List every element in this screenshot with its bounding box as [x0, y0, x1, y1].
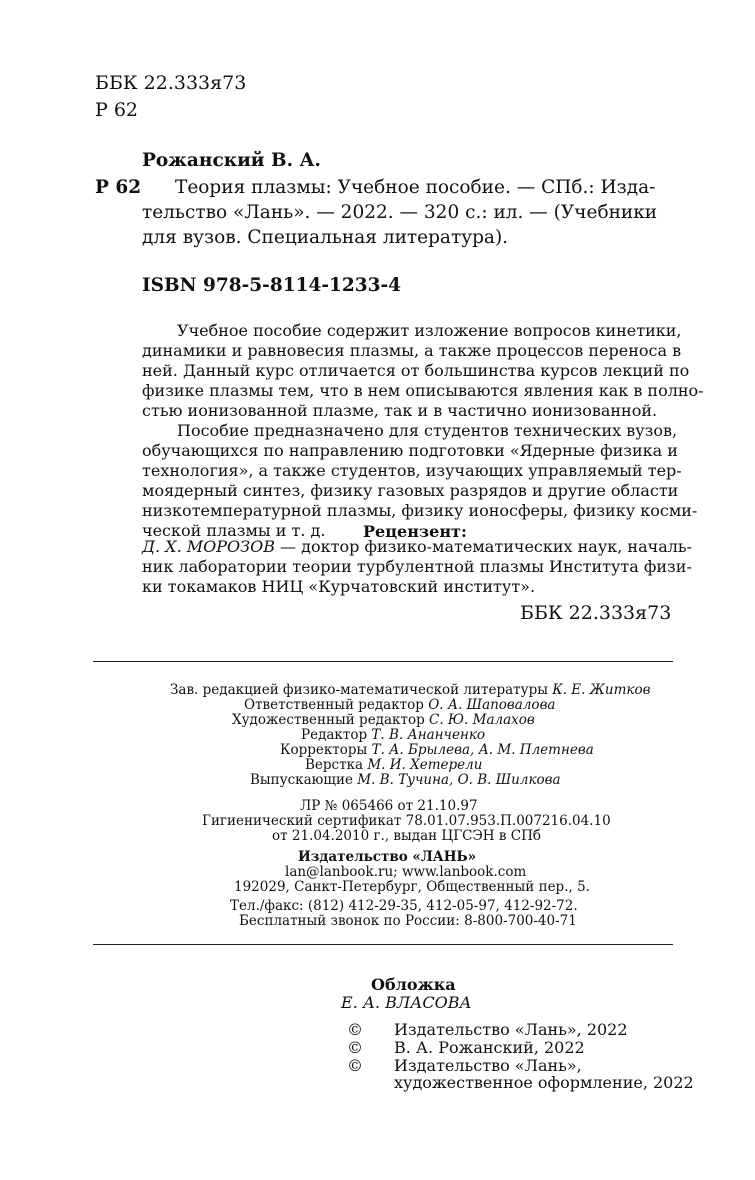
copyright-line-2: В. А. Рожанский, 2022	[394, 1038, 585, 1057]
publisher-contacts: lan@lanbook.ru; www.lanbook.com	[285, 864, 527, 880]
annotation-line: стью ионизованной плазме, так и в частично ионизованной.	[142, 401, 658, 420]
staff-name: Т. А. Брылева, А. М. Плетнева	[371, 742, 594, 758]
annotation-line: технология», а также студентов, изучающих управляемый тер-	[142, 461, 682, 480]
divider-bottom	[93, 944, 673, 945]
copyright-symbol: ©	[347, 1020, 363, 1039]
staff-role: Редактор	[301, 727, 372, 743]
staff-role: Художественный редактор	[232, 712, 430, 728]
reviewer-line-1	[142, 537, 692, 557]
staff-name: М. В. Тучина, О. В. Шилкова	[357, 772, 561, 788]
title-line-1: Теория плазмы: Учебное пособие. — СПб.: Изда-	[175, 177, 656, 198]
reviewer-heading: Рецензент:	[363, 522, 467, 541]
author-mark: Р 62	[95, 177, 142, 198]
staff-name: О. А. Шаповалова	[428, 697, 556, 713]
staff-line	[280, 743, 594, 758]
staff-line	[305, 758, 482, 773]
copyright-line-3: Издательство «Лань»,	[394, 1056, 582, 1075]
cover-heading: Обложка	[371, 975, 456, 994]
annotation-line: Пособие предназначено для студентов технических вузов,	[177, 421, 678, 440]
copyright-symbol: ©	[347, 1038, 363, 1057]
staff-name: М. И. Хетерели	[367, 757, 483, 773]
staff-role: Зав. редакцией физико-математической литературы	[170, 682, 553, 698]
divider-top	[93, 661, 673, 662]
title-line-2: тельство «Лань». — 2022. — 320 с.: ил. — (Учебники	[142, 202, 658, 223]
bbk-code-top: ББК 22.333я73	[95, 72, 247, 94]
staff-role: Выпускающие	[250, 772, 358, 788]
annotation-line: динамики и равновесия плазмы, а также процессов переноса в	[142, 341, 682, 360]
staff-name: К. Е. Житков	[552, 682, 651, 698]
author-name: Рожанский В. А.	[142, 150, 321, 171]
copyright-line-4: художественное оформление, 2022	[394, 1073, 694, 1092]
annotation-line: физике плазмы тем, что в нем описываются явления как в полно-	[142, 381, 704, 400]
staff-line	[301, 728, 485, 743]
annotation-line: ней. Данный курс отличается от большинства курсов лекций по	[142, 361, 690, 380]
annotation-line: моядерный синтез, физику газовых разрядов и другие области	[142, 481, 679, 500]
annotation-line: Учебное пособие содержит изложение вопросов кинетики,	[177, 321, 682, 340]
staff-line	[250, 773, 561, 788]
staff-name: С. Ю. Малахов	[429, 712, 535, 728]
author-mark-top: Р 62	[95, 99, 139, 121]
publisher-address: 192029, Санкт-Петербург, Общественный пер., 5.	[234, 879, 590, 895]
reviewer-line-2: ник лаборатории теории турбулентной плазмы Института физи-	[142, 557, 692, 576]
title-line-3: для вузов. Специальная литература).	[142, 227, 509, 248]
staff-line	[244, 698, 555, 713]
staff-line	[232, 713, 535, 728]
cover-designer: Е. А. ВЛАСОВА	[341, 993, 472, 1012]
hygiene-certificate: Гигиенический сертификат 78.01.07.953.П.007216.04.10	[202, 813, 611, 829]
annotation-line: ческой плазмы и т. д.	[142, 521, 326, 540]
publisher-heading: Издательство «ЛАНЬ»	[298, 849, 477, 865]
bbk-code-bottom: ББК 22.333я73	[520, 602, 672, 624]
free-call-number: Бесплатный звонок по России: 8-800-700-40-71	[239, 913, 577, 929]
isbn: ISBN 978-5-8114-1233-4	[142, 275, 402, 296]
staff-role: Ответственный редактор	[244, 697, 429, 713]
license-number: ЛР № 065466 от 21.10.97	[300, 798, 478, 814]
reviewer-name: Д. Х. МОРОЗОВ	[142, 537, 275, 556]
staff-role: Верстка	[305, 757, 368, 773]
copyright-line-1: Издательство «Лань», 2022	[394, 1020, 628, 1039]
copyright-symbol: ©	[347, 1056, 363, 1075]
staff-name: Т. В. Ананченко	[371, 727, 486, 743]
reviewer-line-3: ки токамаков НИЦ «Курчатовский институт».	[142, 577, 536, 596]
certificate-date: от 21.04.2010 г., выдан ЦГСЭН в СПб	[272, 828, 541, 844]
publisher-phone: Тел./факс: (812) 412-29-35, 412-05-97, 412-92-72.	[230, 898, 578, 914]
annotation-line: обучающихся по направлению подготовки «Ядерные физика и	[142, 441, 678, 460]
staff-role: Корректоры	[280, 742, 372, 758]
staff-line	[170, 683, 650, 698]
reviewer-credentials: — доктор физико-математических наук, началь-	[274, 537, 693, 556]
annotation-line: низкотемпературной плазмы, физику ионосферы, физику косми-	[142, 501, 698, 520]
